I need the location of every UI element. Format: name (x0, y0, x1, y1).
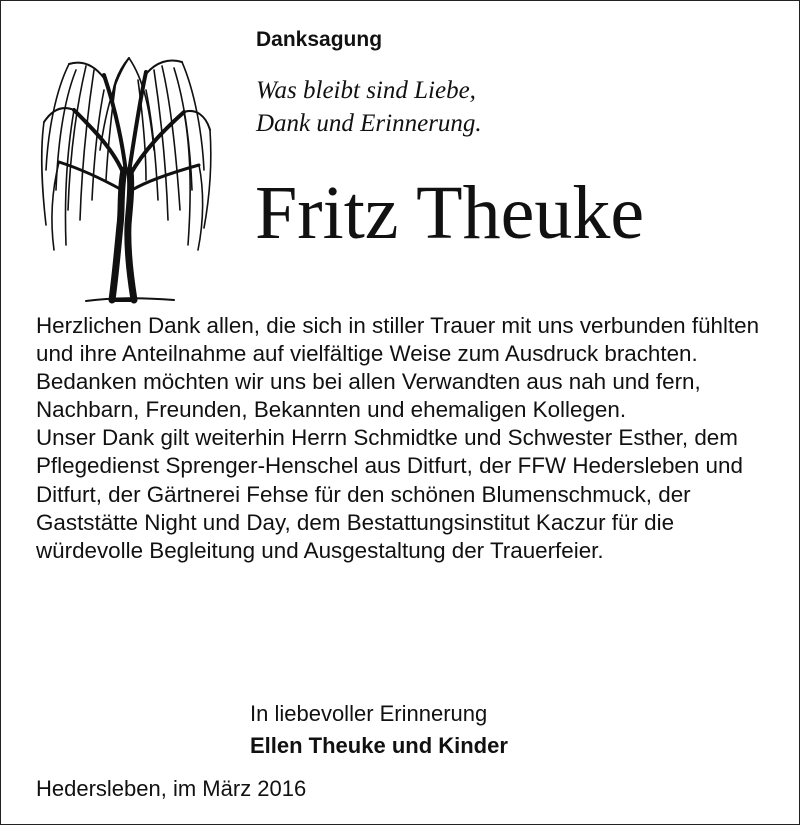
thanks-paragraph: Unser Dank gilt weiterhin Herrn Schmidtke und Schwester Esther, dem Pflegedienst Sprenger-Henschel aus Ditfurt, der FFW Hedersleben und Ditfurt, der Gärtnerei Fehse für den schönen Blumenschmuck, der Gaststätte Night und Day, dem Bestattungsinstitut Kaczur für die würdevolle Begleitung und Ausgestaltung der Trauerfeier. (36, 425, 743, 563)
place-date: Hedersleben, im März 2016 (36, 776, 307, 801)
closing-line: In liebevoller Erinnerung (250, 701, 488, 726)
weeping-tree-icon (34, 50, 214, 308)
notice-heading: Danksagung (256, 28, 383, 51)
thanks-paragraph: Herzlichen Dank allen, die sich in stiller Trauer mit uns verbunden fühlten und ihre Anteilnahme auf vielfältige Weise zum Ausdruck brachten. (36, 313, 760, 367)
closing-block (250, 698, 508, 762)
deceased-name: Fritz Theuke (255, 171, 645, 255)
thanks-paragraph: Bedanken möchten wir uns bei allen Verwandten aus nah und fern, Nachbarn, Freunden, Bekannten und ehemaligen Kollegen. (36, 369, 701, 423)
thanks-text (36, 312, 776, 565)
motto-line: Dank und Erinnerung. (256, 110, 482, 137)
signers: Ellen Theuke und Kinder (250, 733, 508, 758)
motto-line: Was bleibt sind Liebe, (256, 77, 476, 104)
motto (256, 74, 676, 140)
